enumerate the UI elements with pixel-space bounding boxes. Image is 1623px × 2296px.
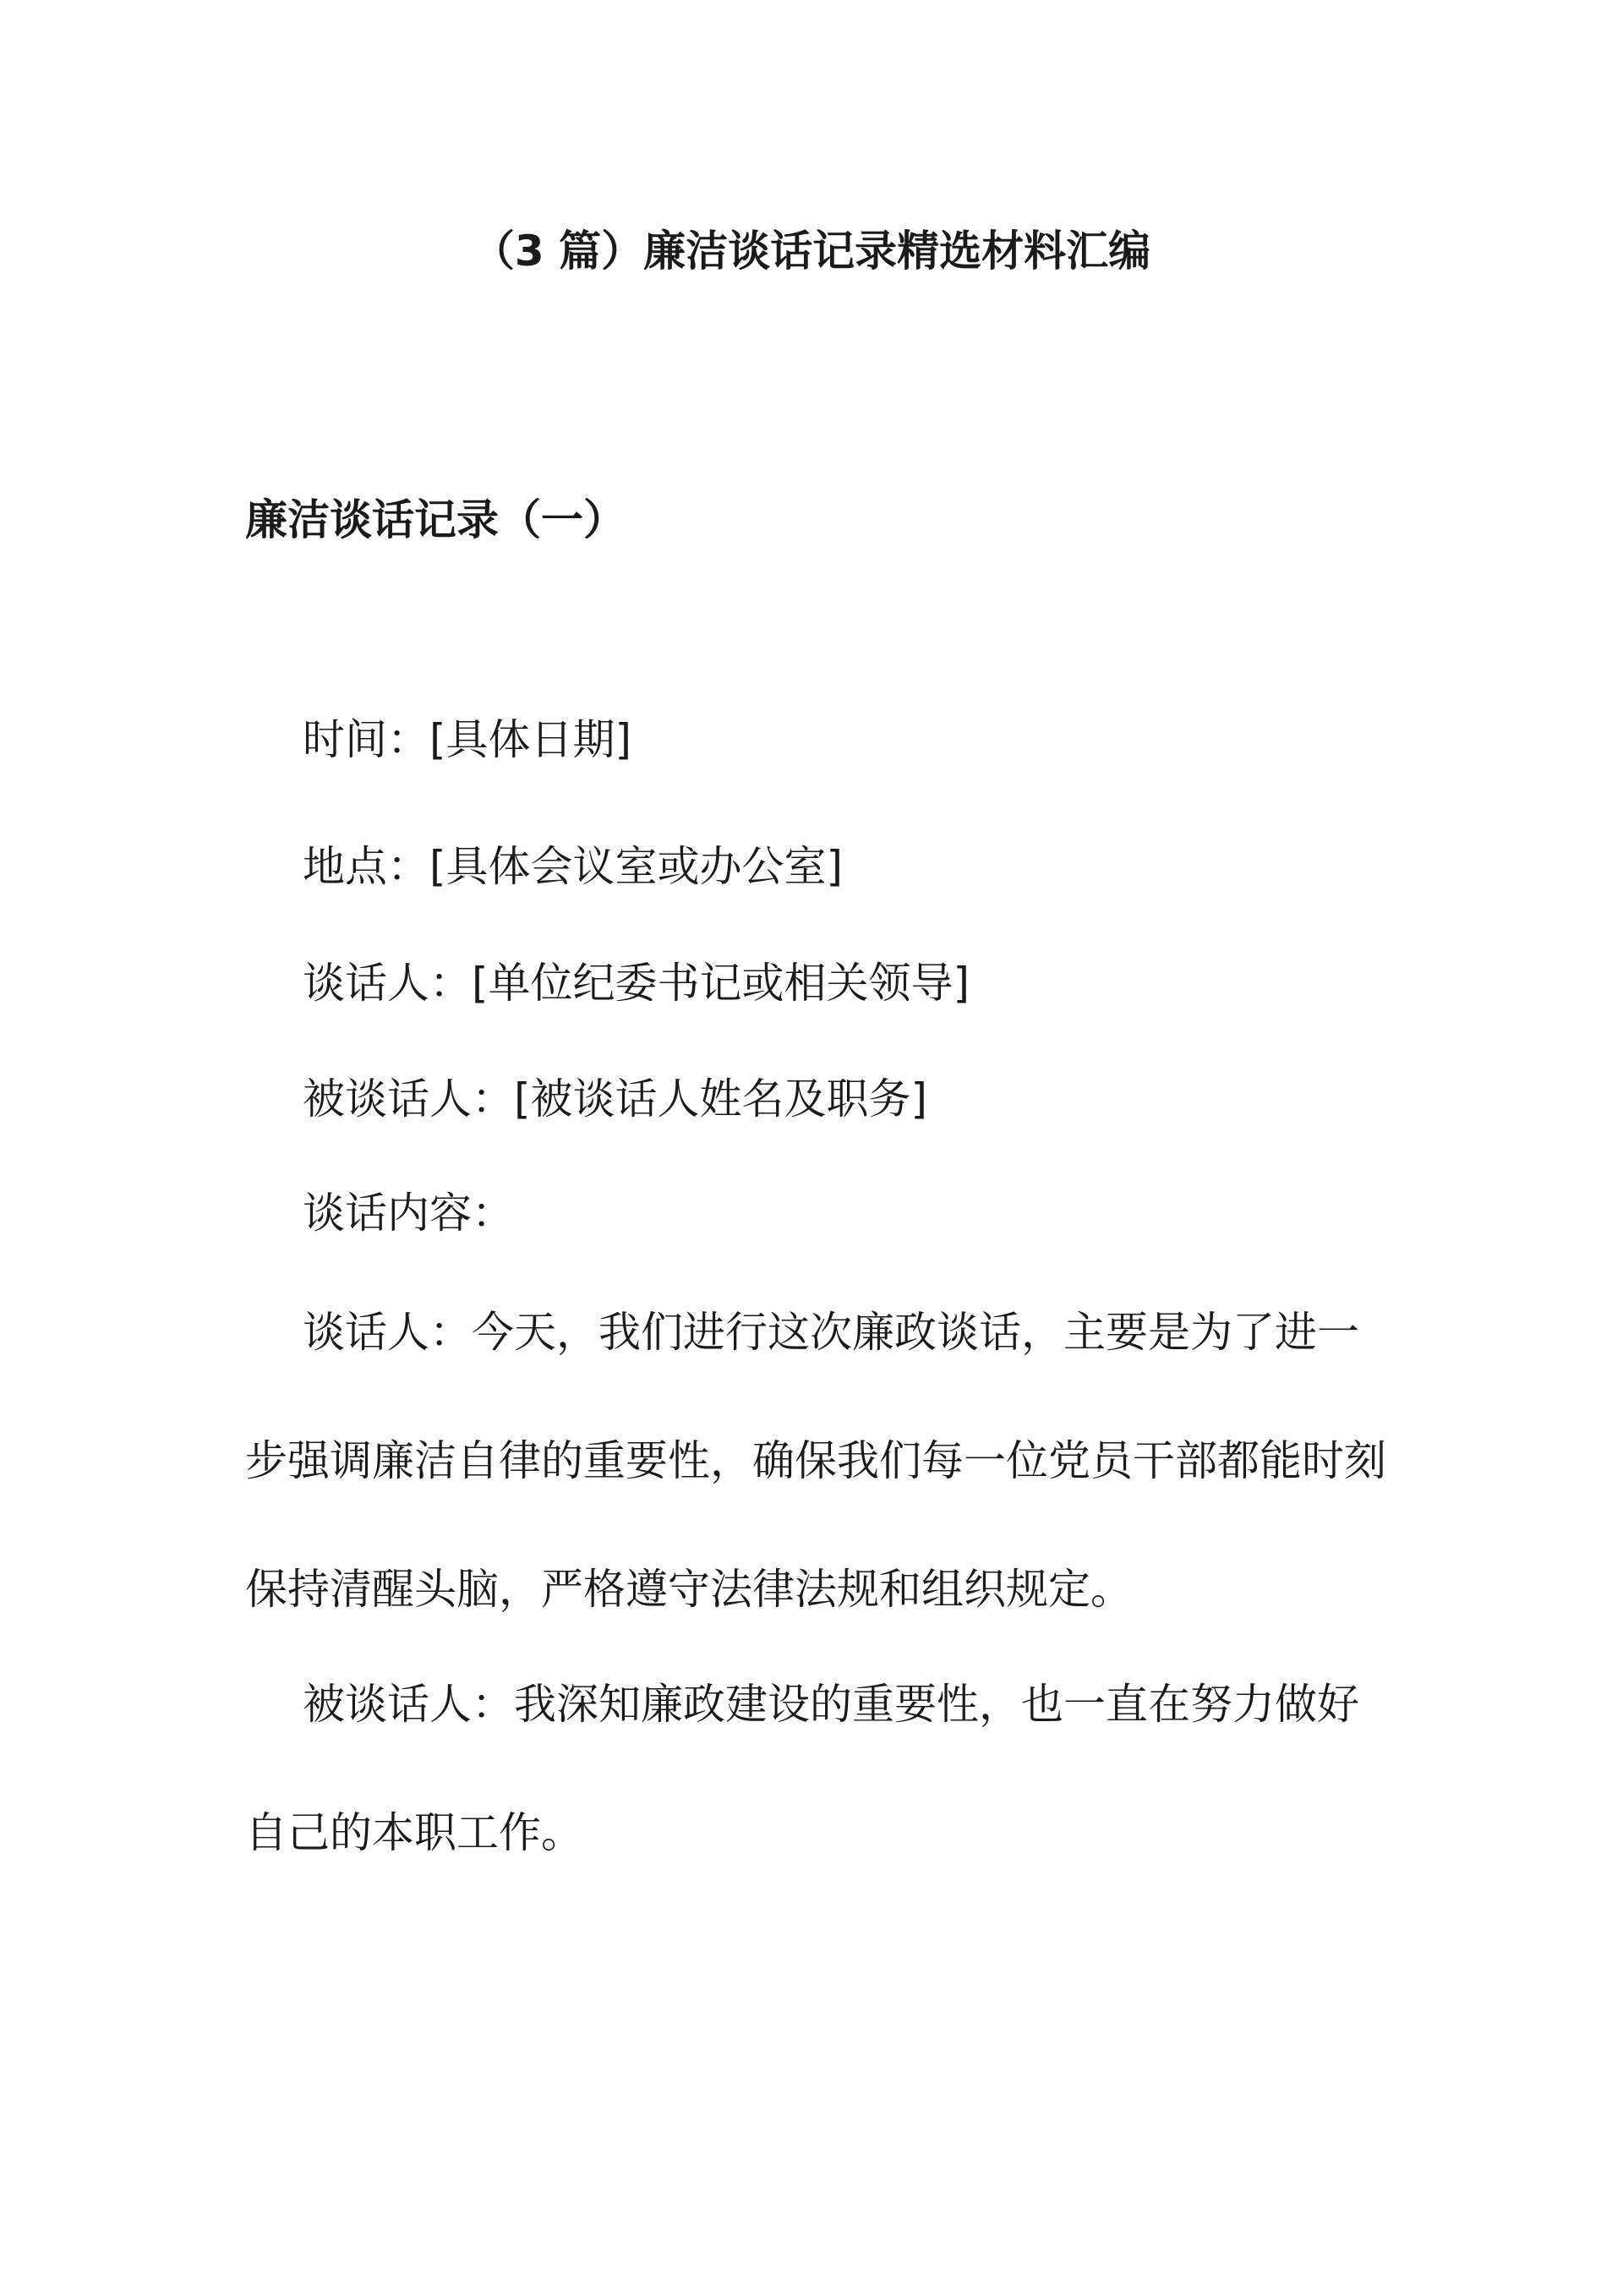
meta-content-label: 谈话内容： <box>303 1189 514 1238</box>
paragraph-speaker: 谈话人：今天，我们进行这次廉政谈话，主要是为了进一步强调廉洁自律的重要性，确保我们每一位党员干部都能时刻保持清醒头脑，严格遵守法律法规和组织规定。 <box>245 1308 1386 1614</box>
section-heading: 廉洁谈话记录（一） <box>245 495 626 544</box>
meta-location: 地点：[具体会议室或办公室] <box>303 842 844 891</box>
meta-time: 时间：[具体日期] <box>303 715 632 764</box>
paragraph-interviewee: 被谈话人：我深知廉政建设的重要性，也一直在努力做好自己的本职工作。 <box>245 1680 1359 1857</box>
meta-speaker: 谈话人：[单位纪委书记或相关领导] <box>303 959 970 1008</box>
document-title: （3 篇）廉洁谈话记录精选材料汇编 <box>472 227 1151 276</box>
meta-interviewee: 被谈话人：[被谈话人姓名及职务] <box>303 1074 928 1123</box>
